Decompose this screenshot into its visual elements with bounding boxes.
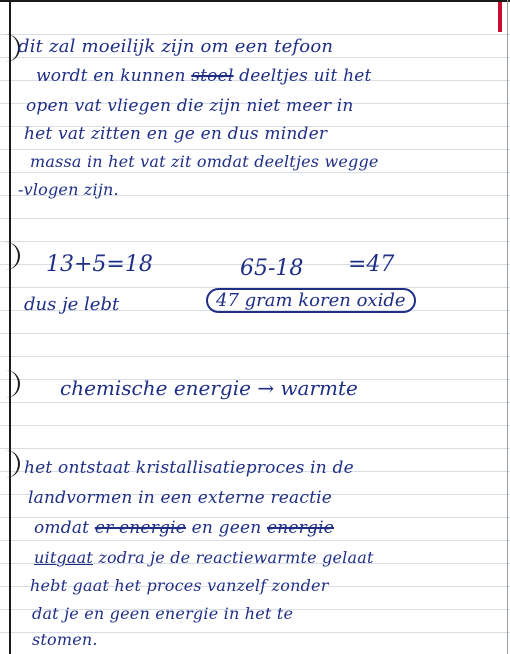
answer-4-struck-3: uitgaat (34, 548, 94, 567)
answer-1-line-3: open vat vliegen die zijn niet meer in (26, 96, 354, 116)
answer-1-line-2 (36, 66, 372, 86)
answer-2-calc-a: 13+5=18 (46, 252, 153, 277)
answer-2-prefix: dus je lebt (24, 294, 120, 315)
answer-1-line-1: dit zal moeilijk zijn om een tefoon (18, 36, 334, 57)
page-top-edge (0, 0, 510, 8)
answer-4-line-5: hebt gaat het proces vanzelf zonder (30, 576, 329, 595)
answer-4-line-1: het ontstaat kristallisatieproces in de (24, 458, 354, 478)
question-bracket-1 (0, 34, 20, 62)
answer-2-result-box (206, 288, 416, 313)
answer-1-line-4: het vat zitten en ge en dus minder (24, 124, 328, 144)
question-bracket-2 (0, 242, 20, 270)
answer-2-calc-b: 65-18 (240, 256, 304, 281)
answer-4-line-6: dat je en geen energie in het te (32, 604, 294, 623)
answer-4-struck-2: energie (266, 518, 334, 538)
answer-4-line-4 (34, 548, 374, 567)
answer-4-line-3-mid: en geen (191, 518, 262, 538)
answer-4-struck-1: er energie (94, 518, 186, 538)
answer-4-line-7: stomen. (32, 630, 98, 649)
page-right-edge (507, 0, 508, 654)
red-corner-mark (498, 2, 502, 32)
answer-2-calc-c: =47 (348, 252, 395, 277)
answer-1-line-5: massa in het vat zit omdat deeltjes wegge (30, 152, 379, 171)
answer-1-struck-word: stoel (191, 66, 234, 86)
question-bracket-4 (0, 450, 20, 478)
page-margin-line (9, 0, 11, 654)
answer-4-line-3-text: omdat (34, 518, 90, 538)
answer-3-text: chemische energie → warmte (60, 376, 358, 400)
answer-1-line-2-text: wordt en kunnen (36, 66, 186, 86)
answer-1-line-6: -vlogen zijn. (18, 180, 119, 199)
answer-4-line-2: landvormen in een externe reactie (28, 488, 333, 508)
question-bracket-3 (0, 370, 20, 398)
answer-2-boxed-result: 47 gram koren oxide (206, 288, 416, 313)
answer-4-line-3 (34, 518, 334, 538)
answer-1-line-2-rest: deeltjes uit het (239, 66, 372, 86)
answer-4-line-4-text: zodra je de reactiewarmte gelaat (98, 548, 374, 567)
